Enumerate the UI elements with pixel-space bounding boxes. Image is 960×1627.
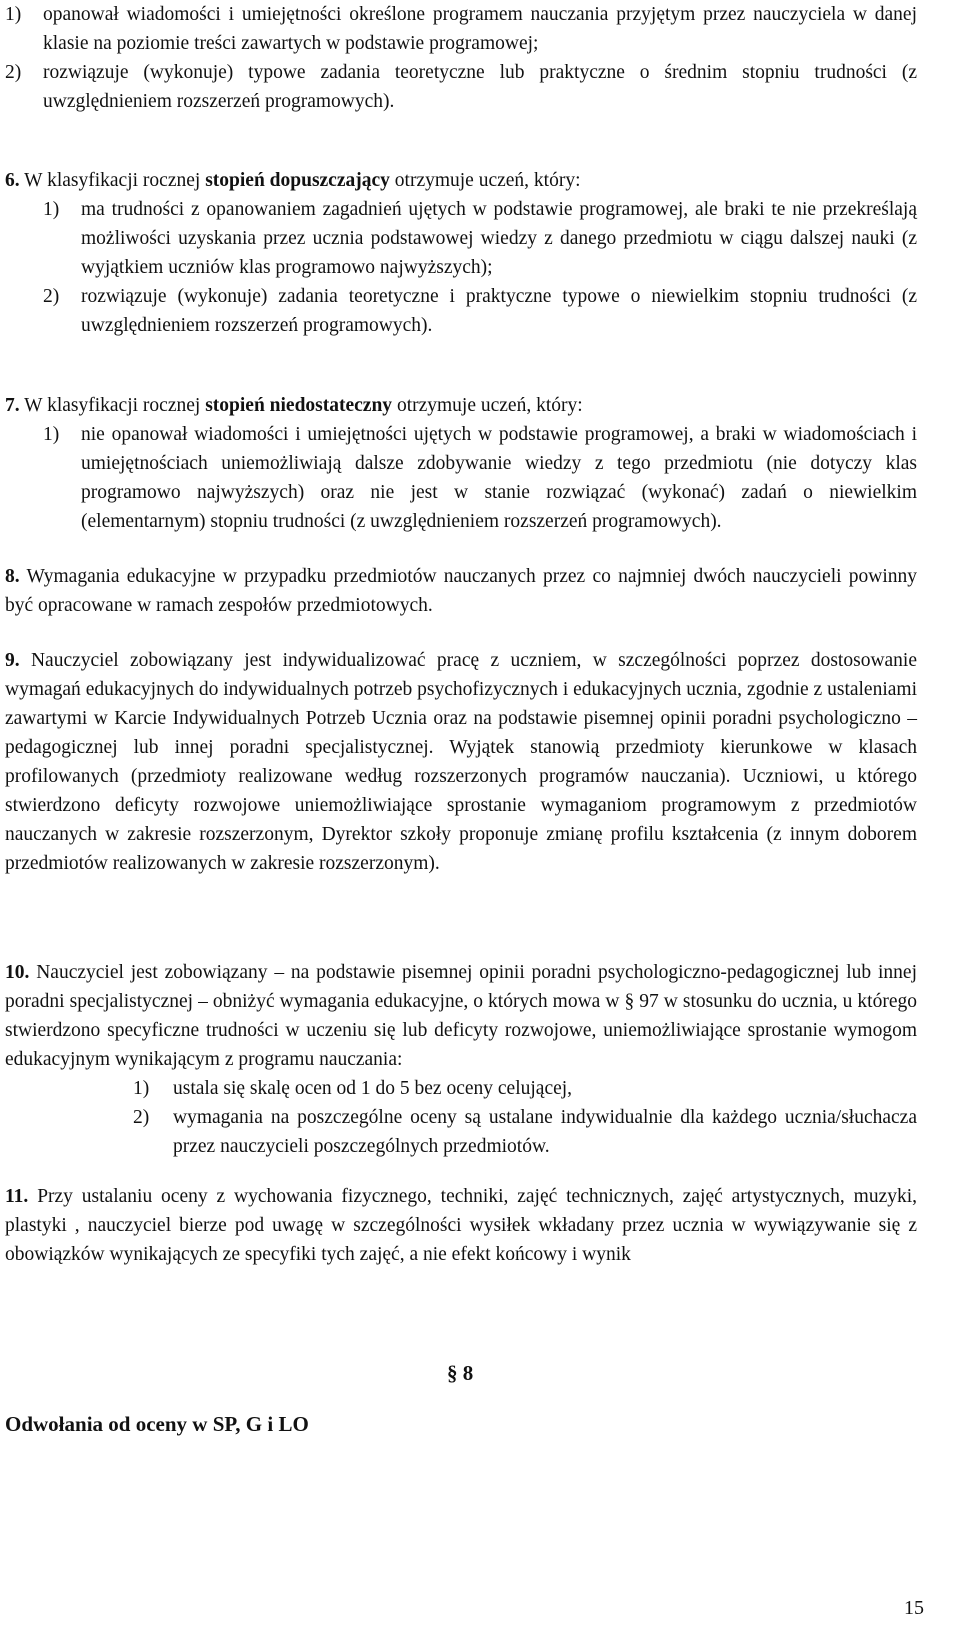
- section-10: [5, 958, 917, 1161]
- item-number: 2): [43, 286, 60, 307]
- item-text: wymagania na poszczególne oceny są ustalane indywidualnie dla każdego ucznia/słuchacza przez nauczycieli poszczególnych przedmiotów.: [173, 1107, 917, 1157]
- item-number: 1): [43, 424, 60, 445]
- section-text: Wymagania edukacyjne w przypadku przedmiotów nauczanych przez co najmniej dwóch nauczycieli powinny być opracowane w ramach zespołów przedmiotowych.: [5, 566, 918, 616]
- section-7: [5, 391, 917, 536]
- item-number: 1): [5, 4, 22, 25]
- list-item: [43, 420, 917, 536]
- list-item: [133, 1103, 917, 1161]
- item-text: nie opanował wiadomości i umiejętności ujętych w podstawie programowej, a braki w wiadomościach i umiejętnościach uniemożliwiają dalsze zdobywanie wiedzy z tego przedmiotu (nie dotyczy klas programowo najwyższych) oraz nie jest w stanie rozwiązać (wykonać) zadań o niewielkim (elementarnym) stopniu trudności (z uwzględnieniem rozszerzeń programowych).: [81, 424, 917, 532]
- list-item: [5, 58, 917, 116]
- section-number: 7.: [5, 395, 20, 416]
- section-number: 11.: [5, 1186, 29, 1207]
- list-item: [133, 1074, 917, 1103]
- item-number: 1): [43, 199, 60, 220]
- paragraph-mark: § 8: [447, 1361, 474, 1385]
- section-text: Nauczyciel jest zobowiązany – na podstawie pisemnej opinii poradni psychologiczno-pedagogicznej lub innej poradni specjalistycznej – obniżyć wymagania edukacyjne, o których mowa w § 97 w stosunku do ucznia, u którego stwierdzono specyficzne trudności w uczeniu się lub deficyty rozwojowe, uniemożliwiające sprostanie wymogom edukacyjnym wynikającym z programu nauczania:: [5, 962, 917, 1070]
- section-11: [5, 1182, 917, 1269]
- section-6: [5, 166, 917, 340]
- section-number: 10.: [5, 962, 30, 983]
- section-number: 9.: [5, 650, 20, 671]
- section-title: Odwołania od oceny w SP, G i LO: [5, 1412, 309, 1436]
- item-text: rozwiązuje (wykonuje) typowe zadania teoretyczne lub praktyczne o średnim stopniu trudności (z uwzględnieniem rozszerzeń programowych).: [43, 62, 917, 112]
- section-intro: W klasyfikacji rocznej: [24, 395, 201, 416]
- item-number: 2): [5, 62, 22, 83]
- list-item: [43, 195, 917, 282]
- section-text: Nauczyciel zobowiązany jest indywidualizować pracę z uczniem, w szczególności poprzez dostosowanie wymagań edukacyjnych do indywidualnych potrzeb psychofizycznych i edukacyjnych ucznia, zgodnie z ustaleniami zawartymi w Karcie Indywidualnych Potrzeb Ucznia oraz na podstawie pisemnej opinii poradni psychologiczno – pedagogicznej lub innej poradni specjalistycznej. Wyjątek stanowią przedmioty kierunkowe w klasach profilowanych (przedmioty realizowane według rozszerzonych programów nauczania). Uczniowi, u którego stwierdzono deficyty rozwojowe uniemożliwiające sprostanie wymaganiom programowym z przedmiotów nauczanych w zakresie rozszerzonym, Dyrektor szkoły proponuje zmianę profilu kształcenia (z innym doborem przedmiotów realizowanych w zakresie rozszerzonym).: [5, 650, 917, 874]
- section-9: [5, 646, 917, 878]
- item-text: opanował wiadomości i umiejętności określone programem nauczania przyjętym przez nauczyciela w danej klasie na poziomie treści zawartych w podstawie programowej;: [43, 4, 917, 54]
- section-heading-line: [5, 166, 917, 195]
- page-number: 15: [904, 1597, 924, 1619]
- section-body: [5, 958, 917, 1074]
- item-text: rozwiązuje (wykonuje) zadania teoretyczne i praktyczne typowe o niewielkim stopniu trudności (z uwzględnieniem rozszerzeń programowych).: [81, 286, 917, 336]
- section-number: 6.: [5, 170, 20, 191]
- grade-name: stopień dopuszczający: [205, 170, 390, 191]
- section-intro-end: otrzymuje uczeń, który:: [396, 395, 583, 416]
- grade-name: stopień niedostateczny: [205, 395, 393, 416]
- list-item: [5, 0, 917, 58]
- section-text: Przy ustalaniu oceny z wychowania fizycznego, techniki, zajęć technicznych, zajęć artystycznych, muzyki, plastyki , nauczyciel bierze pod uwagę w szczególności wysiłek wkładany przez ucznia w wywiązywanie się z obowiązków wynikających ze specyfiki tych zajęć, a nie efekt końcowy i wynik: [5, 1186, 918, 1265]
- item-text: ustala się skalę ocen od 1 do 5 bez oceny celującej,: [173, 1078, 573, 1099]
- section-heading-line: [5, 391, 917, 420]
- section-intro: W klasyfikacji rocznej: [24, 170, 201, 191]
- section-number: 8.: [5, 566, 20, 587]
- top-list: [5, 0, 917, 116]
- item-text: ma trudności z opanowaniem zagadnień ujętych w podstawie programowej, ale braki te nie przekreślają możliwości uzyskania przez ucznia podstawowej wiedzy z danego przedmiotu w ciągu dalszej nauki (z wyjątkiem uczniów klas programowo najwyższych);: [81, 199, 917, 278]
- section-intro-end: otrzymuje uczeń, który:: [394, 170, 581, 191]
- list-item: [43, 282, 917, 340]
- item-number: 1): [133, 1078, 150, 1099]
- item-number: 2): [133, 1107, 150, 1128]
- section-8: [5, 562, 917, 620]
